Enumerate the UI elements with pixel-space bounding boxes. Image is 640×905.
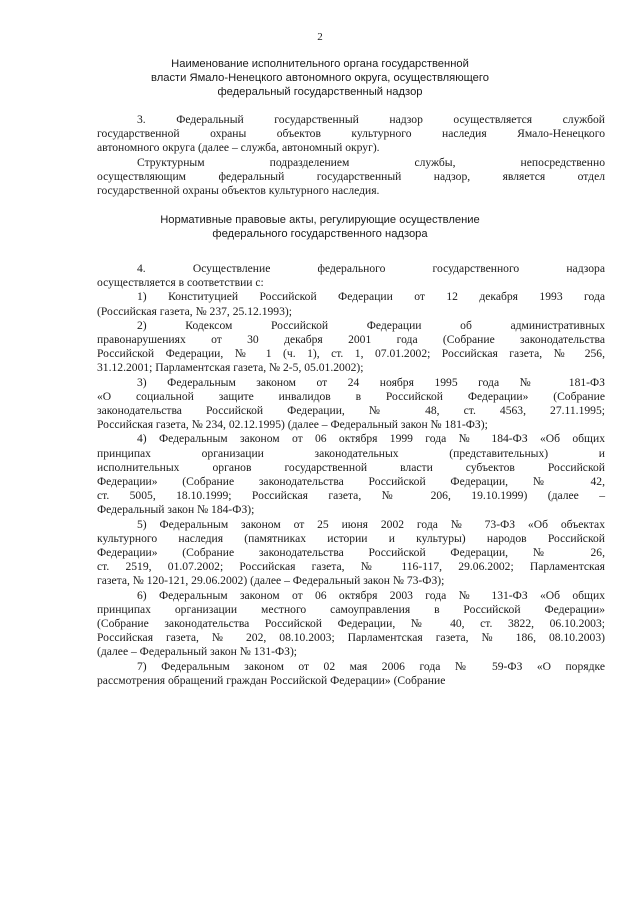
heading-line: федерального государственного надзора — [212, 228, 428, 240]
text-line: «О социальной защите инвалидов в Российской Федерации» (Собрание — [97, 389, 605, 403]
text-line: 3) Федеральным законом от 24 ноября 1995 года № 181-ФЗ — [137, 375, 605, 389]
text-line: рассмотрения обращений граждан Российской Федерации» (Собрание — [97, 673, 446, 687]
text-line: 7) Федеральным законом от 02 мая 2006 года № 59-ФЗ «О порядке — [137, 659, 605, 673]
text-line: Российская газета, № 202, 08.10.2003; Парламентская газета, № 186, 08.10.2003) — [97, 631, 605, 645]
text-line: 3. Федеральный государственный надзор осуществляется службой — [137, 113, 605, 126]
text-line: газета, № 120-121, 29.06.2002) (далее – Федеральный закон № 73-ФЗ); — [97, 574, 445, 588]
text-line: (далее – Федеральный закон № 131-ФЗ); — [97, 645, 298, 659]
section-body-legal-acts — [97, 262, 605, 688]
section-heading-legal-acts — [120, 213, 520, 241]
text-line: 4) Федеральным законом от 06 октября 1999 года № 184-ФЗ «Об общих — [137, 432, 605, 446]
text-line: культурного наследия (памятниках истории и культуры) народов Российской — [97, 531, 605, 545]
text-line: 4. Осуществление федерального государственного надзора — [137, 262, 605, 275]
text-line: автономного округа (далее – служба, автономный округ). — [97, 141, 380, 155]
text-line: осуществляющим федеральный государственный надзор, является отдел — [97, 169, 605, 183]
text-line: Российской Федерации, № 1 (ч. 1), ст. 1, 07.01.2002; Российская газета, № 256, — [97, 347, 605, 361]
text-line: исполнительных органов государственной власти субъектов Российской — [97, 460, 605, 474]
text-line: (Собрание законодательства Российской Федерации, № 40, ст. 3822, 06.10.2003; — [97, 617, 605, 631]
heading-line: Нормативные правовые акты, регулирующие осуществление — [160, 214, 480, 226]
paragraph — [97, 319, 605, 376]
text-line: правонарушениях от 30 декабря 2001 года (Собрание законодательства — [97, 333, 605, 347]
paragraph — [97, 660, 605, 688]
page-number: 2 — [317, 31, 323, 43]
text-line: осуществляется в соответствии с: — [97, 276, 264, 290]
heading-line: Наименование исполнительного органа государственной — [171, 58, 469, 70]
text-line: Федерации» (Собрание законодательства Российской Федерации, № 42, — [97, 475, 605, 489]
text-line: 5) Федеральным законом от 25 июня 2002 года № 73-ФЗ «Об объектах — [137, 517, 605, 531]
heading-line: власти Ямало-Ненецкого автономного округа, осуществляющего — [151, 72, 489, 84]
text-line: государственной охраны объектов культурного наследия Ямало-Ненецкого — [97, 127, 605, 141]
heading-line: федеральный государственный надзор — [217, 86, 423, 98]
text-line: законодательства Российской Федерации, № 48, ст. 4563, 27.11.1995; — [97, 404, 605, 418]
text-line: 6) Федеральным законом от 06 октября 2003 года № 131-ФЗ «Об общих — [137, 588, 605, 602]
section-heading-executive-body — [120, 57, 520, 99]
text-line: 31.12.2001; Парламентская газета, № 2-5, 05.01.2002); — [97, 361, 364, 375]
text-line: Российская газета, № 234, 02.12.1995) (далее – Федеральный закон № 181-ФЗ); — [97, 418, 488, 432]
text-line: Структурным подразделением службы, непосредственно — [137, 155, 605, 169]
text-line: Федеральный закон № 184-ФЗ); — [97, 503, 255, 517]
paragraph — [97, 290, 605, 318]
text-line: принципах организации законодательных (представительных) и — [97, 446, 605, 460]
text-line: Федерации» (Собрание законодательства Российской Федерации, № 26, — [97, 546, 605, 560]
text-line: (Российская газета, № 237, 25.12.1993); — [97, 304, 292, 318]
text-line: ст. 2519, 01.07.2002; Российская газета, № 116-117, 29.06.2002; Парламентская — [97, 560, 605, 574]
paragraph — [97, 113, 605, 156]
paragraph — [97, 156, 605, 199]
text-line: 1) Конституцией Российской Федерации от 12 декабря 1993 года — [137, 290, 605, 304]
section-body-executive-body — [97, 113, 605, 198]
paragraph — [97, 518, 605, 589]
paragraph — [97, 589, 605, 660]
text-line: 2) Кодексом Российской Федерации об административных — [137, 318, 605, 332]
paragraph — [97, 376, 605, 433]
paragraph — [97, 262, 605, 290]
text-line: государственной охраны объектов культурного наследия. — [97, 184, 380, 198]
text-line: ст. 5005, 18.10.1999; Российская газета, № 206, 19.10.1999) (далее – — [97, 489, 605, 503]
paragraph — [97, 432, 605, 517]
text-line: принципах организации местного самоуправления в Российской Федерации» — [97, 602, 605, 616]
